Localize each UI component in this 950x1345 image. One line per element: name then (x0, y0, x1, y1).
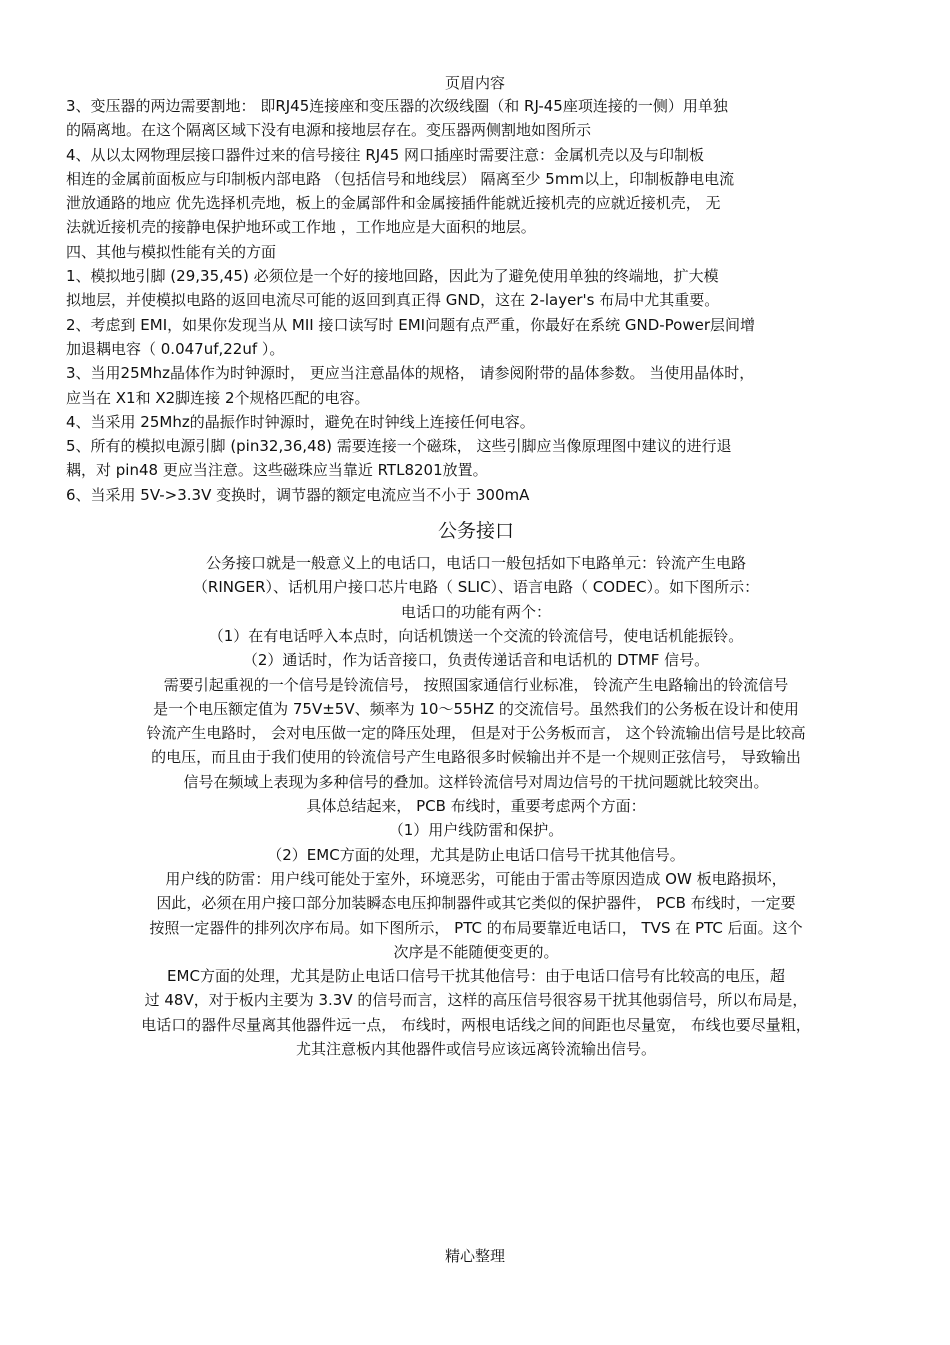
paragraph-line: 3、变压器的两边需要割地： 即RJ45连接座和变压器的次级线圈（和 RJ-45座项连接的一侧）用单独 (66, 97, 728, 115)
paragraph-line: 按照一定器件的排列次序布局。如下图所示， PTC 的布局要靠近电话口， TVS 在 PTC 后面。这个 (149, 918, 803, 937)
paragraph-line: 1、模拟地引脚 (29,35,45) 必须位是一个好的接地回路，因此为了避免使用单独的终端地，扩大模 (66, 267, 719, 286)
paragraph-line: 4、当采用 25Mhz的晶振作时钟源时，避免在时钟线上连接任何电容。 (66, 412, 535, 431)
paragraph-line: 四、其他与模拟性能有关的方面 (66, 242, 277, 261)
page-header: 页眉内容 (444, 74, 505, 92)
paragraph-line: （2）通话时，作为话音接口，负责传递话音和电话机的 DTMF 信号。 (242, 651, 710, 670)
paragraph-line: 信号在频域上表现为多种信号的叠加。这样铃流信号对周边信号的干扰问题就比较突出。 (183, 772, 769, 791)
paragraph-line: 用户线的防雷：用户线可能处于室外，环境恶劣，可能由于雷击等原因造成 OW 板电路损坏， (165, 869, 787, 888)
paragraph-line: 是一个电压额定值为 75V±5V、频率为 10～55HZ 的交流信号。虽然我们的公务板在设计和使用 (153, 699, 799, 718)
paragraph-line: 4、从以太网物理层接口器件过来的信号接往 RJ45 网口插座时需要注意：金属机壳以及与印制板 (66, 145, 705, 164)
paragraph-line: 需要引起重视的一个信号是铃流信号， 按照国家通信行业标准， 铃流产生电路输出的铃流信号 (163, 675, 789, 694)
paragraph-line: （RINGER）、话机用户接口芯片电路（ SLIC）、语言电路（ CODEC）。如下图所示： (192, 578, 760, 597)
paragraph-line: （2）EMC方面的处理，尤其是防止电话口信号干扰其他信号。 (267, 845, 685, 864)
document-body (66, 94, 886, 1061)
paragraph-line: 尤其注意板内其他器件或信号应该远离铃流输出信号。 (295, 1039, 656, 1058)
section-ethernet-notes (66, 94, 886, 507)
paragraph-line: 应当在 X1和 X2脚连接 2个规格匹配的电容。 (66, 388, 370, 407)
paragraph-line: 3、当用25Mhz晶体作为时钟源时， 更应当注意晶体的规格， 请参阅附带的晶体参数。 当使用晶体时， (66, 364, 755, 383)
paragraph-line: 公务接口就是一般意义上的电话口，电话口一般包括如下电路单元：铃流产生电路 (205, 554, 746, 573)
paragraph-line: 次序是不能随便变更的。 (393, 942, 559, 961)
paragraph-line: 的隔离地。在这个隔离区域下没有电源和接地层存在。变压器两侧割地如图所示 (66, 121, 592, 140)
paragraph-line: 2、考虑到 EMI，如果你发现当从 MII 接口读写时 EMI问题有点严重，你最好在系统 GND-Power层间增 (66, 315, 756, 334)
paragraph-line: 耦，对 pin48 更应当注意。这些磁珠应当靠近 RTL8201放置。 (66, 461, 488, 480)
paragraph-line: 铃流产生电路时， 会对电压做一定的降压处理， 但是对于公务板而言， 这个铃流输出信号是比较高 (146, 724, 806, 743)
paragraph-line: 因此，必须在用户接口部分加装瞬态电压抑制器件或其它类似的保护器件， PCB 布线时，一定要 (156, 894, 796, 913)
paragraph-line: 相连的金属前面板应与印制板内部电路 （包括信号和地线层） 隔离至少 5mm以上，印制板静电电流 (66, 169, 735, 188)
page-footer: 精心整理 (444, 1247, 505, 1265)
paragraph-line: （1）用户线防雷和保护。 (388, 821, 564, 840)
paragraph-line: 电话口的功能有两个： (400, 602, 551, 621)
paragraph-line: 的电压，而且由于我们使用的铃流信号产生电路很多时候输出并不是一个规则正弦信号， 导致输出 (151, 748, 801, 767)
paragraph-line: （1）在有电话呼入本点时，向话机馈送一个交流的铃流信号，使电话机能振铃。 (208, 626, 744, 645)
paragraph-line: 6、当采用 5V->3.3V 变换时，调节器的额定电流应当不小于 300mA (66, 485, 530, 504)
section-service-interface (66, 551, 886, 1061)
paragraph-line: 法就近接机壳的接静电保护地环或工作地 ，工作地应是大面积的地层。 (66, 218, 536, 237)
paragraph-line: 5、所有的模拟电源引脚 (pin32,36,48) 需要连接一个磁珠， 这些引脚应当像原理图中建议的进行退 (66, 437, 732, 456)
paragraph-line: 具体总结起来， PCB 布线时，重要考虑两个方面： (306, 797, 646, 816)
paragraph-line: 加退耦电容（ 0.047uf,22uf ）。 (66, 339, 285, 358)
section-title: 公务接口 (437, 520, 514, 543)
paragraph-line: 泄放通路的地应 优先选择机壳地，板上的金属部件和金属接插件能就近接机壳的应就近接机壳， 无 (66, 194, 721, 213)
paragraph-line: EMC方面的处理，尤其是防止电话口信号干扰其他信号：由于电话口信号有比较高的电压，超 (167, 967, 785, 986)
paragraph-line: 拟地层，并使模拟电路的返回电流尽可能的返回到真正得 GND，这在 2-layer's 布局中尤其重要。 (66, 291, 720, 310)
paragraph-line: 电话口的器件尽量离其他器件远一点， 布线时，两根电话线之间的间距也尽量宽， 布线也要尽量粗， (141, 1015, 811, 1034)
paragraph-line: 过 48V，对于板内主要为 3.3V 的信号而言，这样的高压信号很容易干扰其他弱信号，所以布局是， (144, 991, 808, 1010)
